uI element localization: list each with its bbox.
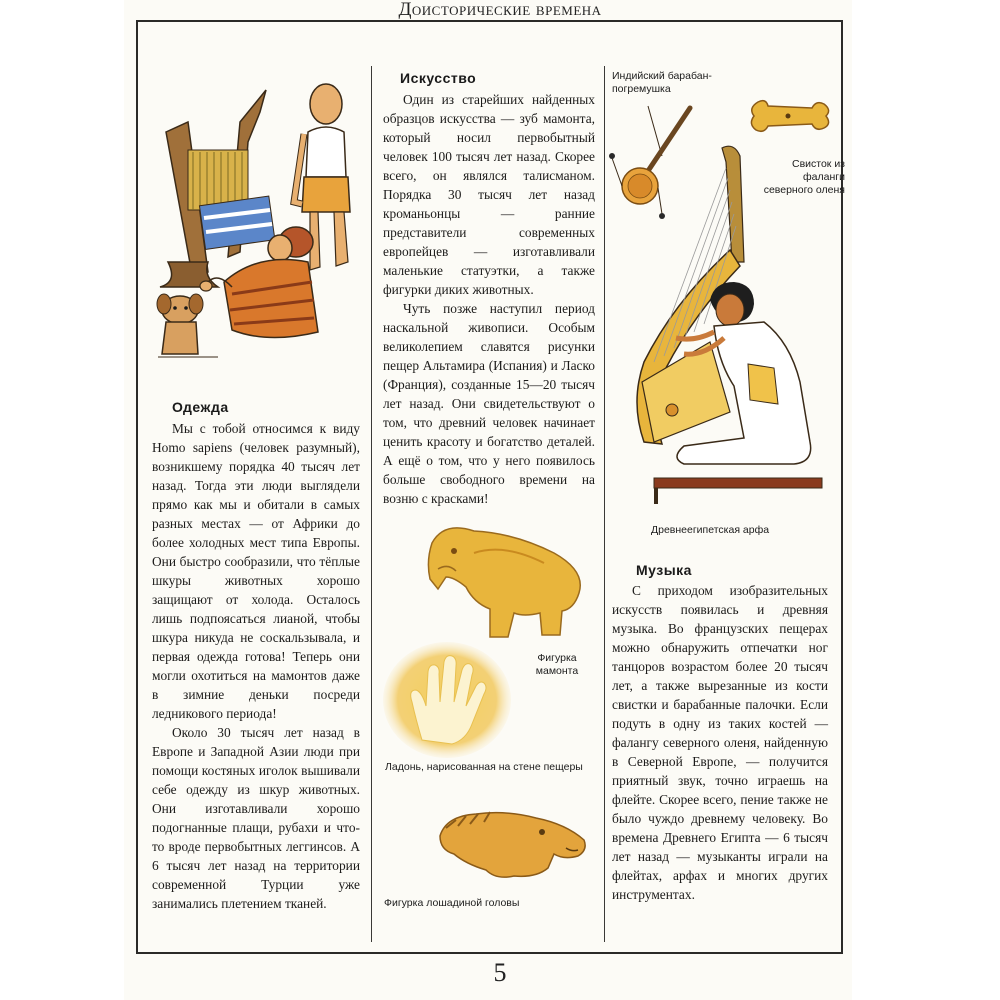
art-heading: Искусство [400,70,477,86]
horse-caption: Фигурка лошадиной головы [384,897,520,909]
hand-caption: Ладонь, нарисованная на стене пещеры [385,761,583,773]
art-paragraph-2: Чуть позже наступил период наскальной живописи. Особым великолепием славятся рисунки пещер Альтамира (Испания) и Ласко (Франция), созданные 15—20 тысяч лет назад. Они свидетельствуют о том, что древний человек начинает ценить красоту и богатство деталей. А ещё о том, что у него появилось больше свободного времени на возню с красками! [383,301,595,506]
music-paragraph-1: С приходом изобразительных искусств появилась и древняя музыка. Во французских пещерах можно обнаружить отпечатки ног танцоров возрастом более 20 тысяч лет, а также вырезанные из кости свистки и барабанные палочки. Если подуть в одну из таких костей — фалангу северного оленя, найденную в Северной Европе, — получится приятный звук, точно играешь на флейте. Скорее всего, пение также не было чуждо древнему человеку. Во времена Древнего Египта — 6 тысяч лет назад — музыканты играли на флейтах, арфах и многих других инструментах. [612,583,828,902]
egyptian-harp-illustration [614,142,830,506]
bone-whistle-illustration [748,96,832,136]
running-title: Доисторические времена [398,0,602,20]
clothing-text [152,419,360,913]
mammoth-figurine-illustration [424,513,589,643]
harp-caption: Древнеегипетская арфа [651,524,770,536]
clothing-paragraph-2: Около 30 тысяч лет назад в Европе и Западной Азии люди при помощи костяных иголок вышивали себе одежду из шкур животных. Они изготавливали хорошо подогнанные плащи, рубахи и что-то вроде первобытных леггинсов. А 6 тысяч лет назад на территории современной Турции уже занимались плетением тканей. [152,725,360,911]
clothing-heading: Одежда [172,399,229,415]
horse-head-figurine-illustration [436,806,588,886]
mammoth-caption: Фигурка мамонта [535,652,579,677]
column-divider-left [371,66,372,942]
whistle-caption: Свисток из фаланги северного оленя [763,158,845,196]
cave-hand-illustration [382,640,512,760]
clothing-paragraph-1: Мы с тобой относимся к виду Homo sapiens (человек разумный), возникшему порядка 40 тысяч лет назад. Тогда эти люди выглядели прямо как мы и обитали в самых разных местах — от Африки до более холодных мест типа Европы. Они быстро сообразили, что тёплые шкуры животных хорошо защищают от холода. Осталось лишь подпоясаться лианой, чтобы шкура никуда не соскальзывала, и первая одежда готова! Теперь они могли охотиться на мамонтов даже в зимние деньки посреди ледникового периода! [152,421,360,721]
art-text [383,90,595,508]
page-number: 5 [493,958,507,987]
weaving-cavemen-illustration [148,82,363,367]
music-text [612,581,828,904]
drum-caption: Индийский барабан-погремушка [612,70,712,95]
music-heading: Музыка [636,562,692,578]
art-paragraph-1: Один из старейших найденных образцов искусства — зуб мамонта, который носил первобытный человек 100 тысяч лет назад. Скорее всего, он являлся талисманом. Порядка 30 тысяч лет назад кроманьонцы — ранние представители современных европейцев — изготавливали маленькие статуэтки, а также фигурки диких животных. [383,92,595,297]
